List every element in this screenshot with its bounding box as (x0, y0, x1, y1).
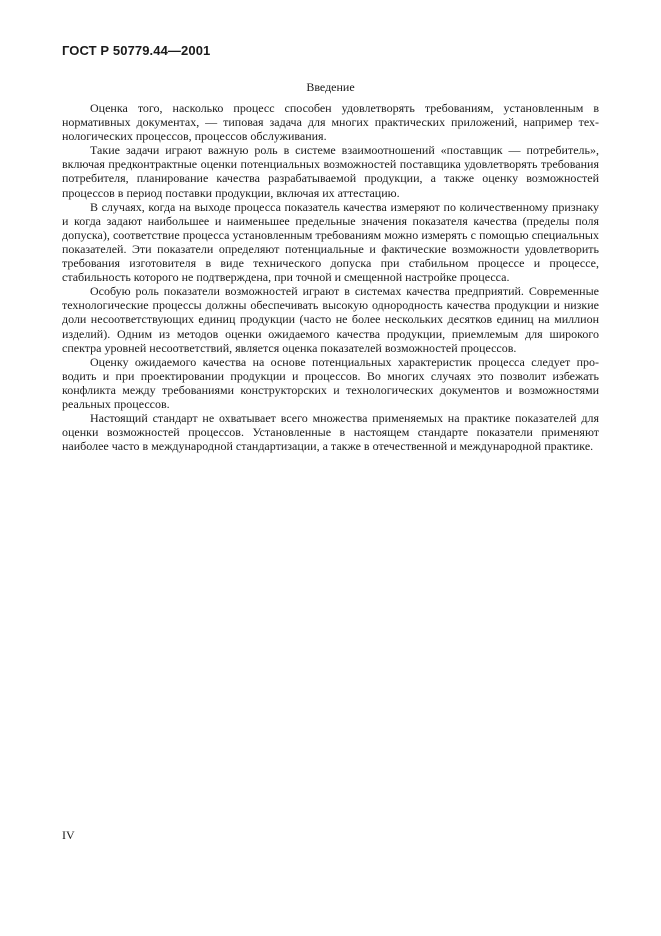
paragraph-6: Настоящий стандарт не охватывает всего множества применяемых на практике показателей для оценки возможностей процессов. Установленные в настоящем стандарте показатели применяют наиболее часто в международной стандартизации, а также в отечественной и международной практике. (62, 411, 599, 454)
standard-code-header: ГОСТ Р 50779.44—2001 (62, 43, 211, 58)
introduction-body (62, 101, 599, 453)
paragraph-2: Такие задачи играют важную роль в системе взаимоотношений «поставщик — потребитель», включая предконтрактные оценки потенциальных возможностей поставщика удовлетворять требования потребителя, планирование качества разрабатываемой продукции, а также оценку возможностей процессов в период поставки продукции, включая их аттестацию. (62, 143, 599, 200)
page-number: IV (62, 828, 75, 842)
section-title: Введение (306, 80, 355, 94)
paragraph-5: Оценку ожидаемого качества на основе потенциальных характеристик процесса следует проводить и при проектировании продукции и процессов. Во многих случаях это позволит избежать конфликта между требованиями конструкторских и технологических документов и возможностями реальных процессов. (62, 354, 599, 411)
paragraph-4: Особую роль показатели возможностей играют в системах качества предприятий. Современные технологические процессы должны обеспечивать высокую однородность качества продукции и низкие доли несоответствующих единиц продукции (часто не более нескольких десятков единиц на миллион изделий). Одним из методов оценки ожидаемого качества продукции, приемлемым для широкого спектра уровней несоответствий, является оценка показателей возможностей процессов. (62, 284, 599, 355)
paragraph-1: Оценка того, насколько процесс способен удовлетворять требованиям, установленным в нормативных документах, — типовая задача для многих практических приложений, например технологических процессов, процессов обслуживания. (62, 101, 599, 144)
paragraph-3: В случаях, когда на выходе процесса показатель качества измеряют по количественному признаку и когда задают наибольшее и наименьшее предельные значения показателя качества (пределы поля допуска), соответствие процесса установленным требованиям можно измерять с помощью специальных показателей. Эти показатели определяют потенциальные и фактические возможности удовлетворить требования изготовителя в виде технического допуска при стабильном процессе и процессе, стабильность которого не подтверждена, при точной и смещенной настройке процесса. (62, 199, 599, 285)
